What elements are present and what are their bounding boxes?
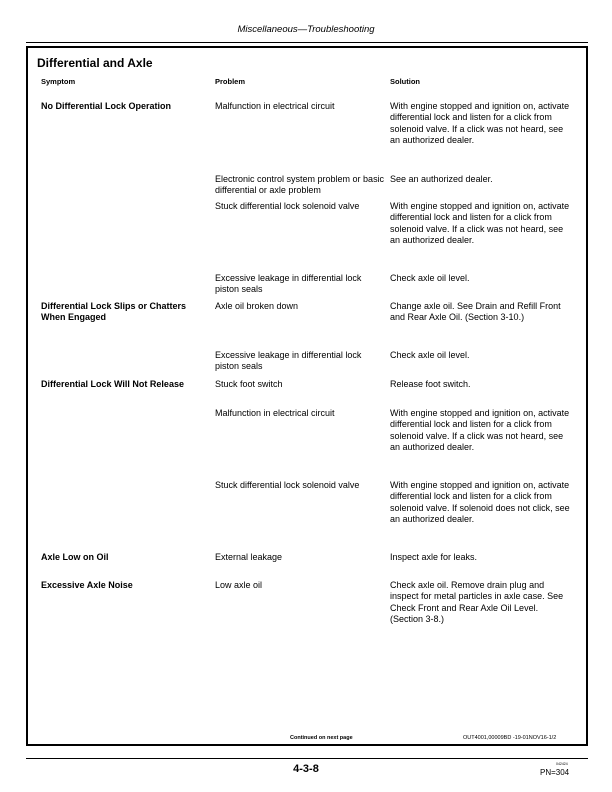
row-solution: With engine stopped and ignition on, activate differential lock and listen for a click from solenoid valve. If a click was not heard, see an authorized dealer. xyxy=(390,101,570,145)
row-symptom: Differential Lock Slips or Chatters When Engaged xyxy=(41,301,187,323)
row-problem: Malfunction in electrical circuit xyxy=(215,101,335,111)
row-solution: Check axle oil. Remove drain plug and inspect for metal particles in axle case. See Check Front and Rear Axle Oil Level. (Section 3-8.) xyxy=(390,580,564,624)
row-solution: See an authorized dealer. xyxy=(390,174,493,184)
row-problem: Axle oil broken down xyxy=(215,301,299,311)
page-number: 4-3-8 xyxy=(293,763,319,775)
row-symptom: Excessive Axle Noise xyxy=(41,580,133,590)
row-problem: Stuck foot switch xyxy=(215,379,283,389)
section-title: Differential and Axle xyxy=(37,56,153,70)
content-frame xyxy=(26,46,588,746)
column-header-symptom: Symptom xyxy=(41,77,76,86)
footer-divider xyxy=(26,758,588,759)
row-solution: Inspect axle for leaks. xyxy=(390,552,478,562)
row-problem: External leakage xyxy=(215,552,283,562)
row-solution: Check axle oil level. xyxy=(390,273,470,283)
row-problem: Malfunction in electrical circuit xyxy=(215,408,335,418)
pn-number: PN=304 xyxy=(540,768,570,777)
row-problem: Stuck differential lock solenoid valve xyxy=(215,201,360,211)
page-header-title: Miscellaneous—Troubleshooting xyxy=(237,24,375,35)
row-solution: Release foot switch. xyxy=(390,379,471,389)
row-symptom: No Differential Lock Operation xyxy=(41,101,172,111)
row-solution: With engine stopped and ignition on, activate differential lock and listen for a click from solenoid valve. If solenoid does not click, see an authorized dealer. xyxy=(390,480,570,524)
header-divider xyxy=(26,42,588,43)
row-problem: Stuck differential lock solenoid valve xyxy=(215,480,360,490)
row-solution: With engine stopped and ignition on, activate differential lock and listen for a click from solenoid valve. If a click was not heard, see an authorized dealer. xyxy=(390,201,570,245)
row-problem: Low axle oil xyxy=(215,580,263,590)
row-symptom: Differential Lock Will Not Release xyxy=(41,379,184,389)
row-problem: Excessive leakage in differential lock piston seals xyxy=(215,350,362,372)
small-code: 042424 xyxy=(556,762,568,766)
column-header-solution: Solution xyxy=(390,77,420,86)
row-problem: Electronic control system problem or basic differential or axle problem xyxy=(215,174,385,196)
row-solution: Check axle oil level. xyxy=(390,350,470,360)
continued-note: Continued on next page xyxy=(290,735,353,741)
row-solution: With engine stopped and ignition on, activate differential lock and listen for a click from solenoid valve. If a click was not heard, see an authorized dealer. xyxy=(390,408,570,452)
row-symptom: Axle Low on Oil xyxy=(41,552,109,562)
row-problem: Excessive leakage in differential lock piston seals xyxy=(215,273,362,295)
column-header-problem: Problem xyxy=(215,77,246,86)
row-solution: Change axle oil. See Drain and Refill Front and Rear Axle Oil. (Section 3-10.) xyxy=(390,301,561,323)
document-code: OUT4001,00009BD -19-01NOV16-1/2 xyxy=(463,735,557,741)
